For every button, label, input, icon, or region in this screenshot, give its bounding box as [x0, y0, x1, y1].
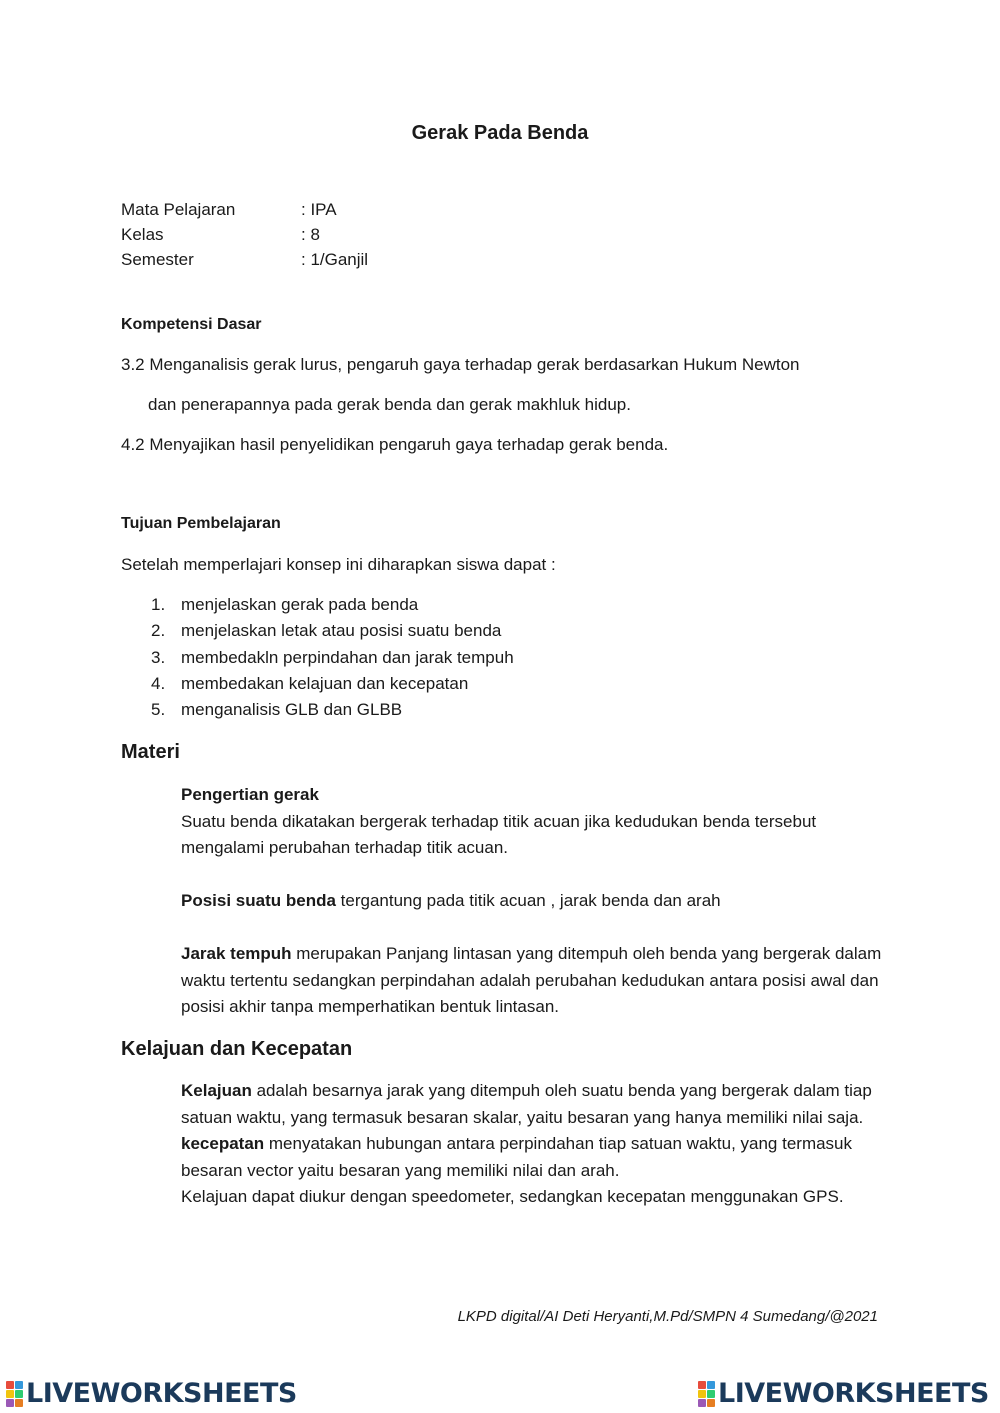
- meta-value: : IPA: [301, 200, 337, 219]
- list-text: membedakan kelajuan dan kecepatan: [181, 674, 469, 693]
- posisi-term: Posisi suatu benda: [181, 891, 336, 910]
- list-item: [151, 621, 501, 641]
- posisi-paragraph: [181, 888, 901, 915]
- liveworksheets-logo-right: [698, 1380, 989, 1408]
- meta-label: Semester: [121, 250, 194, 269]
- pengertian-text: Suatu benda dikatakan bergerak terhadap titik acuan jika kedudukan benda tersebut mengalami perubahan terhadap titik acuan.: [181, 811, 817, 857]
- list-item: [151, 595, 418, 615]
- kecepatan-text: menyatakan hubungan antara perpindahan tiap satuan waktu, yang termasuk besaran vector yaitu besaran yang memiliki nilai dan arah.: [181, 1134, 853, 1180]
- tujuan-intro: Setelah memperlajari konsep ini diharapkan siswa dapat :: [121, 555, 556, 574]
- jarak-term: Jarak tempuh: [181, 944, 292, 963]
- meta-value: : 1/Ganjil: [301, 250, 369, 269]
- page-title: Gerak Pada Benda: [411, 122, 589, 144]
- kelajuan-text: adalah besarnya jarak yang ditempuh oleh suatu benda yang bergerak dalam tiap satuan waktu, yang termasuk besaran skalar, yaitu besaran yang hanya memiliki nilai saja.: [181, 1081, 872, 1127]
- logo-tiles-icon: [6, 1381, 23, 1407]
- list-number: 1.: [151, 595, 166, 614]
- list-number: 3.: [151, 648, 166, 667]
- materi-heading: Materi: [121, 741, 180, 763]
- list-number: 5.: [151, 700, 166, 719]
- logo-text: LIVEWORKSHEETS: [718, 1378, 989, 1409]
- kd1-line2: dan penerapannya pada gerak benda dan gerak makhluk hidup.: [148, 395, 631, 414]
- kecepatan-term: kecepatan: [181, 1134, 265, 1153]
- kelajuan-term: Kelajuan: [181, 1081, 252, 1100]
- logo-text: LIVEWORKSHEETS: [26, 1378, 297, 1409]
- posisi-text: tergantung pada titik acuan , jarak benda dan arah: [335, 891, 721, 910]
- meta-label: Kelas: [121, 225, 164, 244]
- liveworksheets-logo-left: [6, 1380, 297, 1408]
- kelajuan-block: [181, 1078, 881, 1211]
- kompetensi-heading: Kompetensi Dasar: [121, 316, 262, 333]
- materi-block: [181, 782, 901, 862]
- meta-value: : 8: [301, 225, 320, 244]
- footer-credit: LKPD digital/AI Deti Heryanti,M.Pd/SMPN 4 Sumedang/@2021: [457, 1308, 878, 1325]
- tujuan-heading: Tujuan Pembelajaran: [121, 515, 281, 532]
- kd2: 4.2 Menyajikan hasil penyelidikan pengaruh gaya terhadap gerak benda.: [121, 435, 669, 454]
- jarak-text: merupakan Panjang lintasan yang ditempuh oleh benda yang bergerak dalam waktu tertentu sedangkan perpindahan adalah perubahan kedudukan antara posisi awal dan posisi akhir tanpa memperhatikan bentuk lintasan.: [181, 944, 882, 1016]
- kelajuan-heading: Kelajuan dan Kecepatan: [121, 1038, 353, 1060]
- list-number: 4.: [151, 674, 166, 693]
- logo-tiles-icon: [698, 1381, 715, 1407]
- jarak-paragraph: [181, 941, 901, 1021]
- list-item: [151, 674, 468, 694]
- list-text: menganalisis GLB dan GLBB: [181, 700, 403, 719]
- alat-text: Kelajuan dapat diukur dengan speedometer, sedangkan kecepatan menggunakan GPS.: [181, 1187, 844, 1206]
- meta-label: Mata Pelajaran: [121, 200, 236, 219]
- kd1-line1: 3.2 Menganalisis gerak lurus, pengaruh gaya terhadap gerak berdasarkan Hukum Newton: [121, 355, 800, 374]
- list-text: membedakln perpindahan dan jarak tempuh: [181, 648, 514, 667]
- list-text: menjelaskan gerak pada benda: [181, 595, 419, 614]
- pengertian-heading: Pengertian gerak: [181, 785, 319, 804]
- list-item: [151, 700, 402, 720]
- list-number: 2.: [151, 621, 166, 640]
- list-text: menjelaskan letak atau posisi suatu benda: [181, 621, 502, 640]
- list-item: [151, 648, 514, 668]
